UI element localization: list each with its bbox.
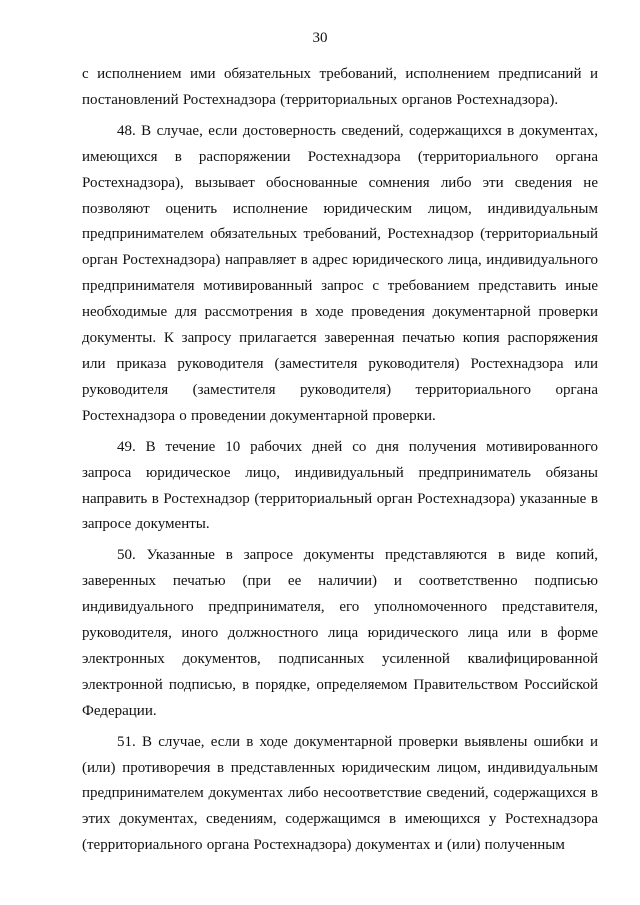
paragraph-48: 48. В случае, если достоверность сведений, содержащихся в документах, имеющихся в распоряжении Ростехнадзора (территориального органа Ростехнадзора), вызывает обоснованные сомнения либо эти сведения не позволяют оценить исполнение юридическим лицом, индивидуальным предпринимателем обязательных требований, Ростехнадзор (территориальный орган Ростехнадзора) направляет в адрес юридического лица, индивидуального предпринимателя мотивированный запрос с требованием представить иные необходимые для рассмотрения в ходе проведения документарной проверки документы. К запросу прилагается заверенная печатью копия распоряжения или приказа руководителя (заместителя руководителя) Ростехнадзора или руководителя (заместителя руководителя) территориального органа Ростехнадзора о проведении документарной проверки. [82,122,598,424]
paragraph-50: 50. Указанные в запросе документы представляются в виде копий, заверенных печатью (при ее наличии) и соответственно подписью индивидуального предпринимателя, его уполномоченного представителя, руководителя, иного должностного лица юридического лица или в форме электронных документов, подписанных усиленной квалифицированной электронной подписью, в порядке, определяемом Правительством Российской Федерации. [82,547,598,719]
document-body [82,62,598,864]
paragraph-continuation: с исполнением ими обязательных требований, исполнением предписаний и постановлений Ростехнадзора (территориальных органов Ростехнадзора). [82,66,598,108]
paragraph-51: 51. В случае, если в ходе документарной проверки выявлены ошибки и (или) противоречия в представленных юридическим лицом, индивидуальным предпринимателем документах либо несоответствие сведений, содержащихся в этих документах, сведениям, содержащимся в имеющихся у Ростехнадзора (территориального органа Ростехнадзора) документах и (или) полученным [82,733,598,854]
page-number: 30 [312,30,328,46]
paragraph-49: 49. В течение 10 рабочих дней со дня получения мотивированного запроса юридическое лицо, индивидуальный предприниматель обязаны направить в Ростехнадзор (территориальный орган Ростехнадзора) указанные в запросе документы. [82,438,598,533]
